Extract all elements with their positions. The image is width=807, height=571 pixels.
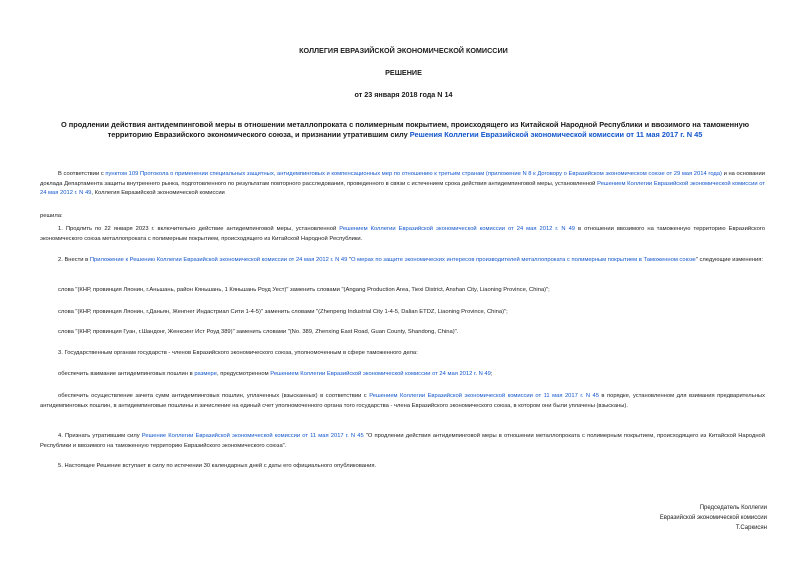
p2-text-2: " <box>347 257 352 263</box>
p3a-text-1: обеспечить взимание антидемпинговых пошлин в <box>58 371 195 377</box>
p4-decision-link[interactable]: Решение Коллегии Евразийской экономической комиссии от 11 мая 2017 г. N 45 <box>141 433 364 439</box>
p2-appendix-link[interactable]: Приложение к Решению Коллегии Евразийской экономической комиссии от 24 мая 2012 г. N 49 <box>89 257 348 263</box>
p3a-text-2: , предусмотренном <box>217 371 271 377</box>
paragraph-4 <box>40 432 765 451</box>
p4-text-1: 4. Признать утратившим силу <box>58 433 142 439</box>
p1-link[interactable]: Решением Коллегии Евразийской экономической комиссии от 24 мая 2012 г. N 49 <box>339 226 576 232</box>
title-text: О продлении действия антидемпинговой меры в отношении металлопроката с полимерным покрытием, происходящего из Китайской Народной Республики и ввозимого на таможенную территорию Евразийского экономического союза, и признании утратившим силу <box>60 120 750 140</box>
intro-text-2: и на основании доклада Департамента защиты внутреннего рынка, подготовленного по результатам повторного расследования, проведенного в связи с истечением срока действия антидемпинговой меры, установленной <box>40 171 765 187</box>
p2-title-link[interactable]: О мерах по защите экономических интересов производителей металлопроката с полимерным покрытием в Таможенном союзе <box>351 257 696 263</box>
change-item-3: слова "(КНР, провинция Гуан, г.Шандонг, Женксинг Ист Роуд 389)" заменить словами "(No. 389, Zhenxing East Road, Guan County, Shandong, China)". <box>58 329 459 335</box>
title-link[interactable]: Решения Коллегии Евразийской экономической комиссии от 11 мая 2017 г. N 45 <box>409 130 703 140</box>
p3b-decision-link[interactable]: Решением Коллегии Евразийской экономической комиссии от 11 мая 2017 г. N 45 <box>369 393 599 399</box>
p3b-text-1: обеспечить осуществление зачета сумм антидемпинговых пошлин, уплаченных (взысканных) в соответствии с <box>58 393 370 399</box>
doc-type: РЕШЕНИЕ <box>385 68 422 77</box>
size-link[interactable]: размере <box>194 371 218 377</box>
decision-49-link[interactable]: Решением Коллегии Евразийской экономической комиссии от 24 мая 2012 г. N 49 <box>40 180 765 197</box>
p3b-text-2: в порядке, установленном для взимания предварительных антидемпинговых пошлин, в антидемпинговые пошлины и зачисление на единый счет уполномоченного органа того государства - члена Евразийского экономического союза, в котором они были уплачены (взысканы). <box>40 393 765 409</box>
p1-text-1: 1. Продлить по 22 января 2023 г. включительно действие антидемпинговой меры, установленной <box>58 226 340 232</box>
signature-name: Т.Саркисян <box>735 525 767 531</box>
paragraph-3: 3. Государственным органам государств - членов Евразийского экономического союза, уполномоченным в сфере таможенного дела: <box>58 350 418 356</box>
paragraph-5: 5. Настоящее Решение вступает в силу по истечении 30 календарных дней с даты его официального опубликования. <box>58 463 377 469</box>
signature-position-1: Председатель Коллегии <box>699 505 767 511</box>
change-item-2: слова "(КНР, провинция Ляонин, г.Даньян, Женгнег Индастриал Сити 1-4-5)" заменить словами "(Zhenpeng Industrial City 1-4-5, Dalian ETDZ, Liaoning Province, China)"; <box>58 309 508 315</box>
change-item-1: слова "(КНР, провинция Ляонин, г.Аньшань, район Кяньшань, 1 Кяньшань Роуд Уест)" заменить словами "(Angang Production Area, Tiexi District, Anshan City, Liaoning Province, China)"; <box>58 287 550 293</box>
paragraph-3b <box>40 392 765 411</box>
p4-text-2: "О продлении действия антидемпинговой меры в отношении металлопроката с полимерным покрытием, происходящего из Китайской Народной Республики и ввозимого на таможенную территорию Евразийского экономического союза". <box>40 433 765 449</box>
doc-title <box>60 120 750 141</box>
org-header: КОЛЛЕГИЯ ЕВРАЗИЙСКОЙ ЭКОНОМИЧЕСКОЙ КОМИССИИ <box>299 46 508 55</box>
p2-text-3: " следующие изменения: <box>695 257 764 263</box>
intro-text-3: , Коллегия Евразийской экономической комиссии <box>91 190 225 197</box>
protocol-link[interactable]: пунктом 109 Протокола о применении специальных защитных, антидемпинговых и компенсационных мер по отношению к третьим странам (приложение N 8 к Договору о Евразийском экономическом союзе от 29 мая 2014 года) <box>105 171 722 177</box>
signature-block <box>660 503 767 533</box>
intro-text-1: В соответствии с <box>58 171 106 177</box>
paragraph-2 <box>40 256 765 266</box>
paragraph-3a <box>40 370 765 380</box>
p3a-decision-link[interactable]: Решением Коллегии Евразийской экономической комиссии от 24 мая 2012 г. N 49 <box>270 371 491 377</box>
decided-label: решила: <box>40 213 63 219</box>
p1-text-2: в отношении ввозимого на таможенную территорию Евразийского экономического союза металлопроката с полимерным покрытием, происходящего из Китайской Народной Республики. <box>40 226 766 242</box>
intro-paragraph <box>40 170 765 199</box>
paragraph-1 <box>40 225 765 244</box>
p3a-text-3: ; <box>490 371 493 377</box>
doc-date: от 23 января 2018 года N 14 <box>354 90 453 99</box>
p2-text-1: 2. Внести в <box>58 257 90 263</box>
signature-position-2: Евразийской экономической комиссии <box>659 515 767 521</box>
